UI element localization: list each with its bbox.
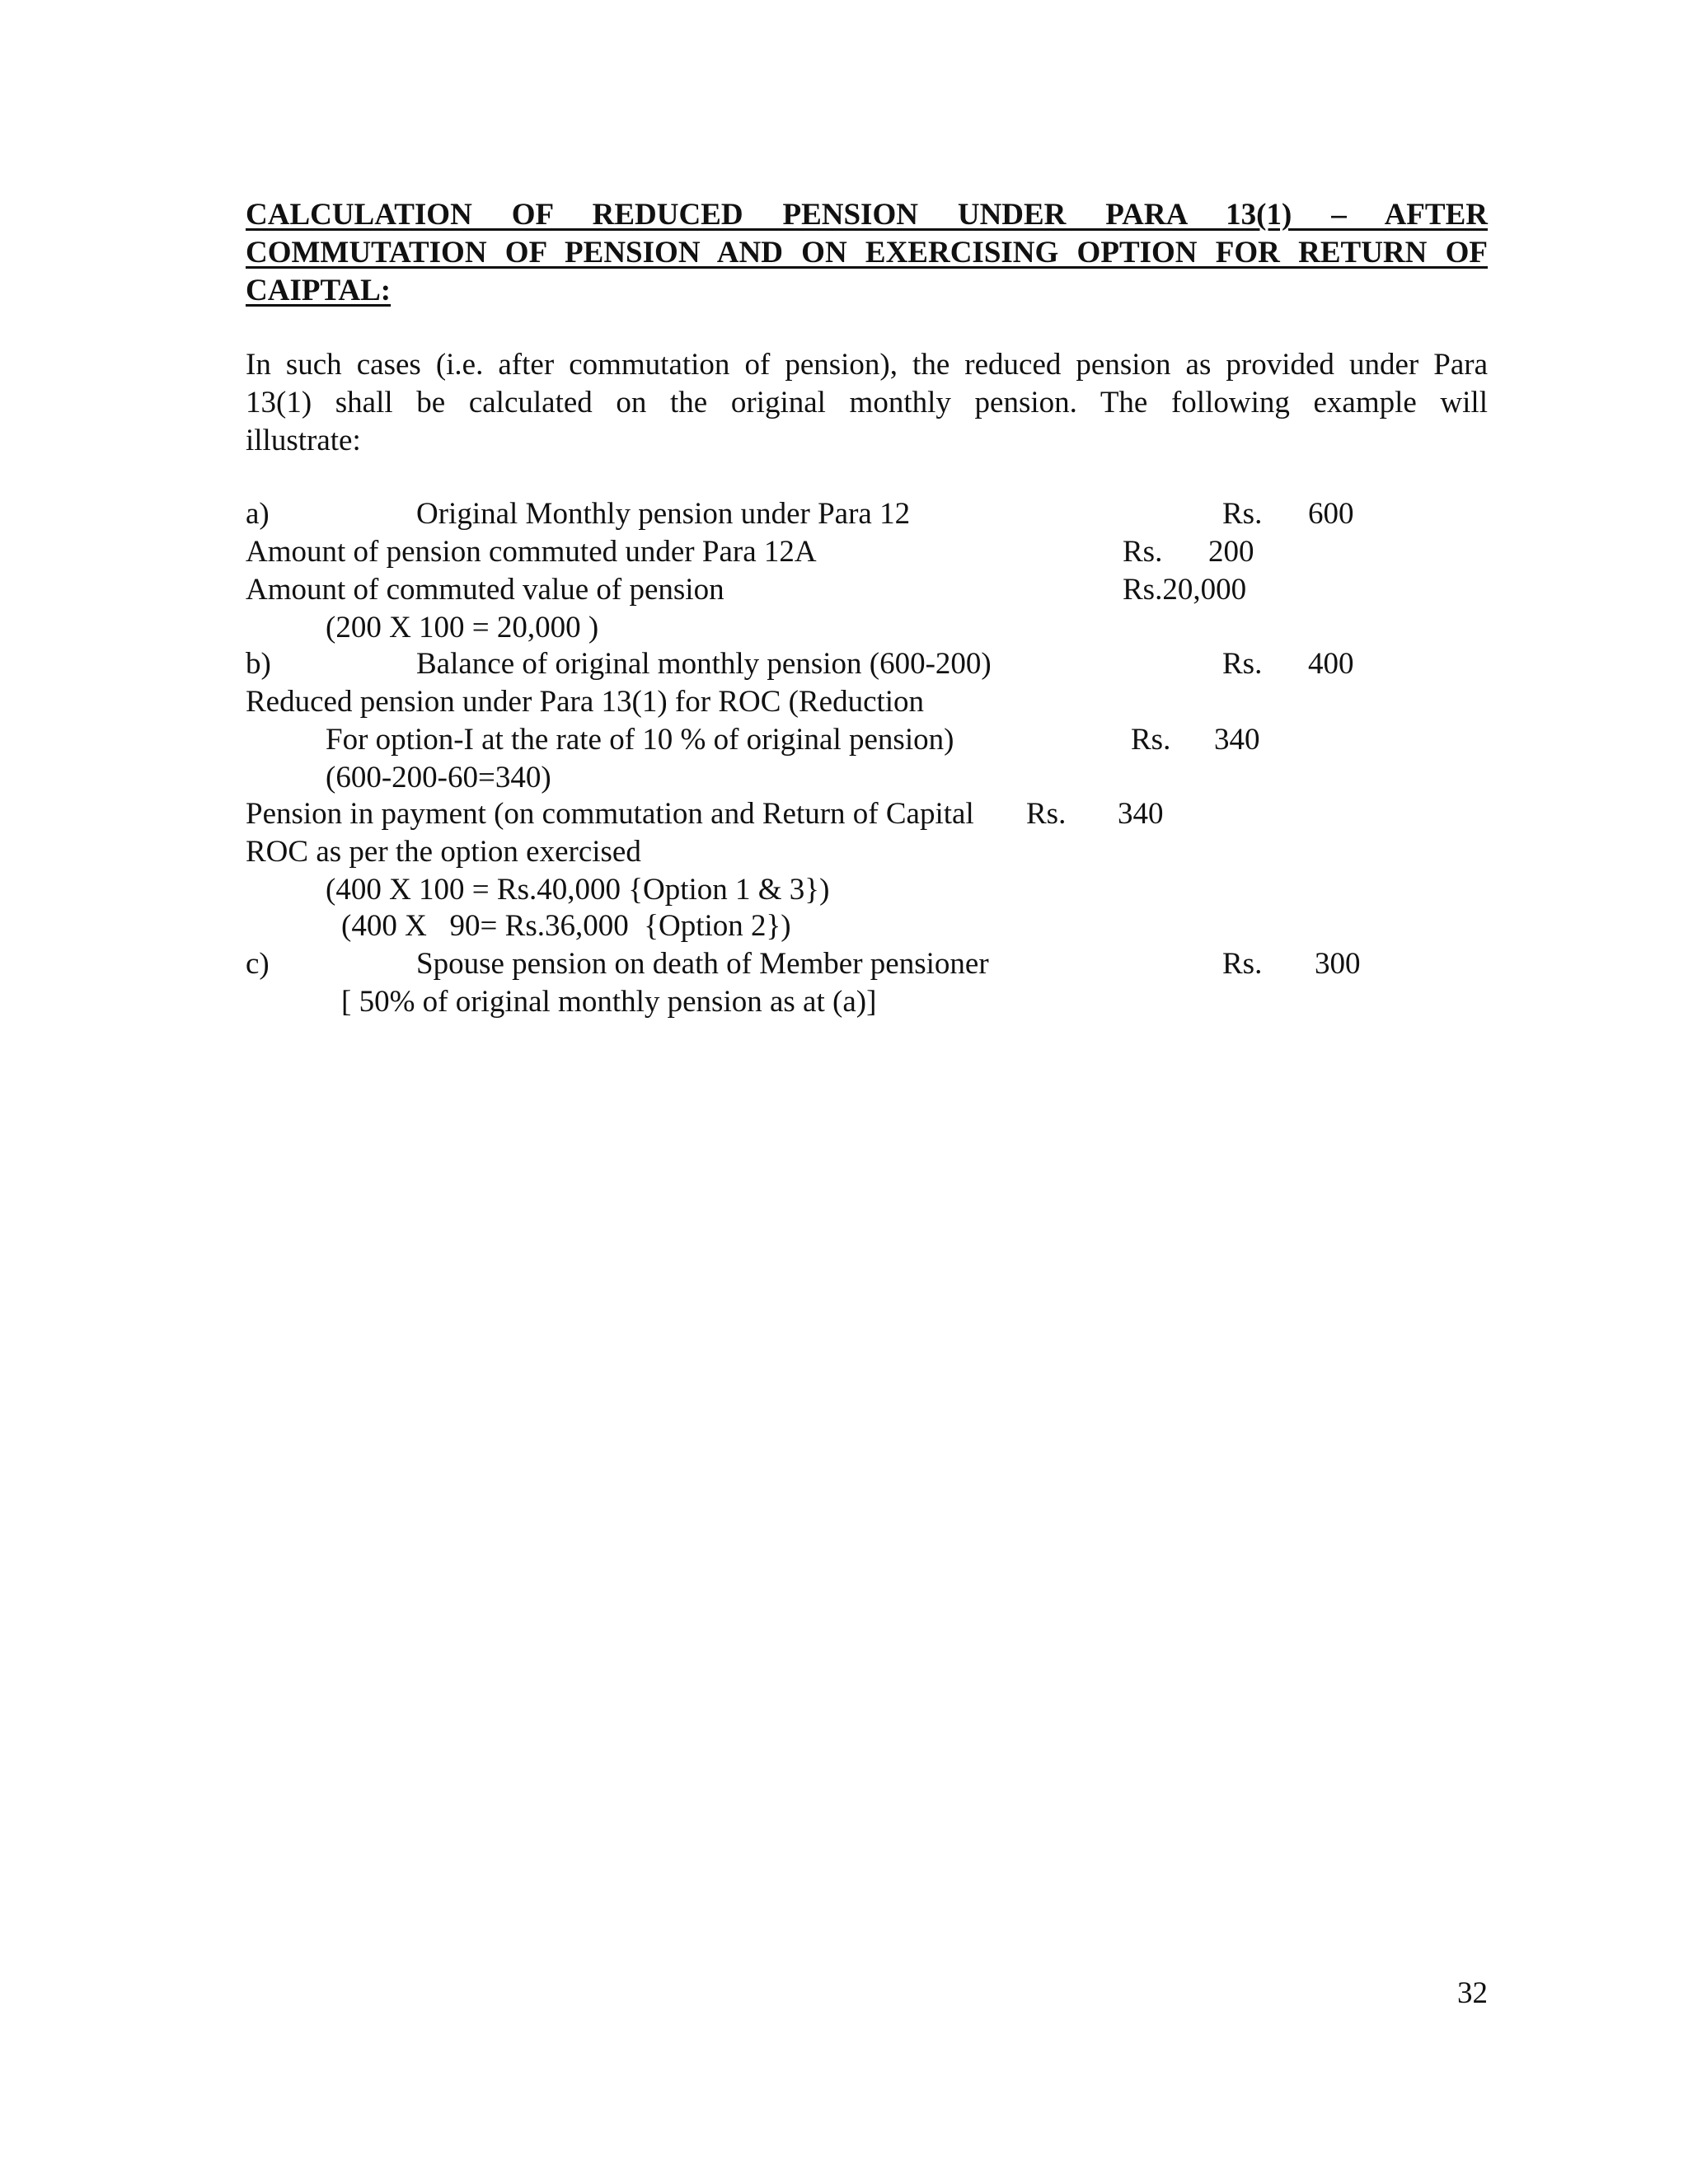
commuted-rs: Rs. — [1123, 535, 1163, 569]
pension-in-payment-amount: 340 — [1118, 797, 1164, 831]
roc-text: ROC as per the option exercised — [246, 835, 641, 869]
item-b-amount: 400 — [1308, 647, 1354, 681]
commuted-value-text: Amount of commuted value of pension — [246, 573, 724, 607]
item-a-marker: a) — [246, 497, 270, 531]
pension-in-payment-rs: Rs. — [1026, 797, 1067, 831]
heading-line-1: CALCULATION OF REDUCED PENSION UNDER PARA 13(1) – AFTER — [246, 198, 1488, 232]
reduced-pension-text-1: Reduced pension under Para 13(1) for ROC (Reduction — [246, 685, 925, 719]
roc-option-1-3: (400 X 100 = Rs.40,000 {Option 1 & 3}) — [326, 873, 830, 907]
item-b-rs: Rs. — [1222, 647, 1263, 681]
reduced-pension-text-2: For option-I at the rate of 10 % of original pension) — [326, 723, 954, 757]
item-a-amount: 600 — [1308, 497, 1354, 531]
item-c-note: [ 50% of original monthly pension as at (a)] — [341, 985, 877, 1019]
commuted-text: Amount of pension commuted under Para 12A — [246, 535, 817, 569]
page-number: 32 — [1457, 1976, 1488, 2010]
roc-option-2: (400 X 90= Rs.36,000 {Option 2}) — [341, 909, 791, 943]
commuted-value-formula: (200 X 100 = 20,000 ) — [326, 611, 599, 644]
intro-line-1: In such cases (i.e. after commutation of pension), the reduced pension as provided under Para — [246, 348, 1488, 382]
item-b-text: Balance of original monthly pension (600-200) — [416, 647, 992, 681]
item-c-marker: c) — [246, 947, 270, 981]
item-c-rs: Rs. — [1222, 947, 1263, 981]
item-a-text: Original Monthly pension under Para 12 — [416, 497, 911, 531]
reduced-pension-formula: (600-200-60=340) — [326, 761, 551, 794]
heading-line-2: COMMUTATION OF PENSION AND ON EXERCISING OPTION FOR RETURN OF — [246, 236, 1488, 269]
item-c-text: Spouse pension on death of Member pensioner — [416, 947, 989, 981]
commuted-value-amount: Rs.20,000 — [1123, 573, 1247, 607]
intro-line-2: 13(1) shall be calculated on the original monthly pension. The following example will — [246, 386, 1488, 419]
pension-in-payment-text: Pension in payment (on commutation and Return of Capital — [246, 797, 974, 831]
item-a-rs: Rs. — [1222, 497, 1263, 531]
reduced-pension-rs: Rs. — [1131, 723, 1171, 757]
reduced-pension-amount: 340 — [1214, 723, 1260, 757]
item-c-amount: 300 — [1315, 947, 1361, 981]
item-b-marker: b) — [246, 647, 271, 681]
commuted-amount: 200 — [1208, 535, 1254, 569]
intro-line-3: illustrate: — [246, 424, 361, 457]
heading-line-3: CAIPTAL: — [246, 274, 392, 307]
